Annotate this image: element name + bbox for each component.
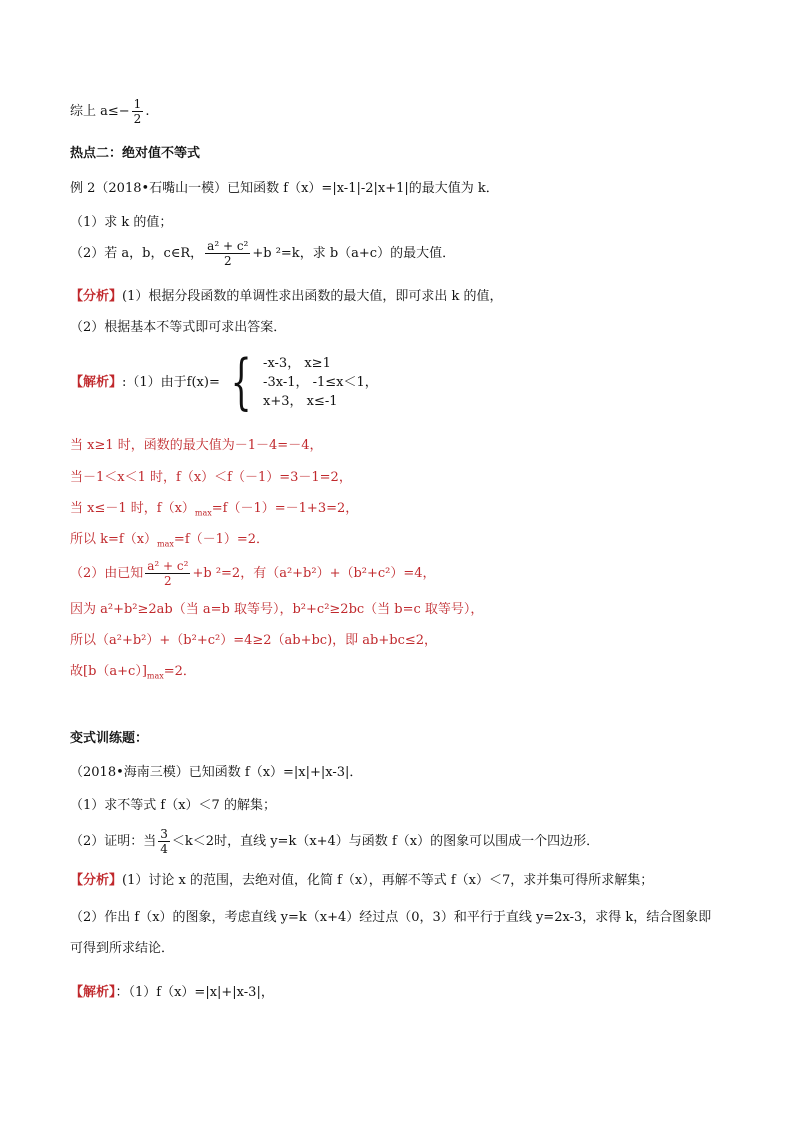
solution-label: 【解析】 — [70, 374, 123, 390]
solution-step-7: 所以（a²+b²）+（b²+c²）=4≥2（ab+bc)，即 ab+bc≤2， — [70, 633, 438, 648]
fraction: $\frac{\text{a² + c²}}{2}$ — [147, 559, 189, 588]
solution-step-8: 故$[b(a+c)]_{max}=2$． — [70, 664, 196, 681]
solution-step-6: 因为 a²+b²≥2ab（当 a=b 取等号），b²+c²≥2bc（当 b=c 取等号）， — [70, 602, 484, 617]
variant-analysis-1: 【分析】(1）讨论 x 的范围，去绝对值，化简 f（x），再解不等式 f（x）＜7，求并集可得所求解集； — [70, 873, 654, 888]
variant-solution: 【解析】：（1）f（x）=|x|+|x-3|， — [70, 985, 274, 1000]
section-heading-hotspot-2: 热点二：绝对值不等式 — [70, 146, 201, 161]
question-1: （1）求 k 的值； — [70, 215, 173, 230]
fraction: $\frac{3}{4}$ — [160, 827, 168, 856]
conclusion-line: 综上 a≤− $\frac{1}{2}$ . — [70, 97, 150, 126]
fraction: $\frac{1}{2}$ — [133, 97, 142, 126]
left-brace: { — [230, 347, 252, 417]
fraction: $\frac{\text{a² + c²}}{2}$ — [207, 239, 249, 268]
solution-label: 【解析】 — [70, 985, 116, 1000]
section-heading-variant: 变式训练题： — [70, 731, 149, 746]
example-2-statement: 例 2（2018•石嘴山一模）已知函数 f（x）=|x-1|-2|x+1|的最大值为 k． — [70, 181, 499, 196]
analysis-2: （2）根据基本不等式即可求出答案． — [70, 320, 287, 335]
piecewise-cases: -x-3， x≥1 -3x-1， -1≤x＜1， x+3， x≤-1 — [263, 355, 378, 409]
variant-question-2: （2）证明：当 $\frac{3}{4}$ ＜k＜2时，直线 y=k（x+4）与函数 f（x）的图象可以围成一个四边形． — [70, 827, 600, 856]
variant-analysis-2-cont: 可得到所求结论． — [70, 941, 175, 956]
analysis-1: 【分析】(1）根据分段函数的单调性求出函数的最大值，即可求出 k 的值， — [70, 289, 503, 304]
solution-step-3: 当 x≤－1 时，$f(x)_{max}=f(-1)=-1+3=2$， — [70, 501, 359, 518]
solution-piecewise: 【解析】 :（1）由于f(x)= { -x-3， x≥1 -3x-1， -1≤x＜1， x+3， x≤-1 — [70, 347, 378, 417]
variant-question-1: （1）求不等式 f（x）＜7 的解集； — [70, 798, 276, 813]
solution-step-2: 当－1＜x＜1 时，f（x）＜f（－1）=3－1=2， — [70, 470, 352, 485]
variant-statement: （2018•海南三模）已知函数 f（x）=|x|+|x-3|． — [70, 765, 363, 780]
solution-step-1: 当 x≥1 时，函数的最大值为－1－4=－4， — [70, 438, 323, 453]
solution-step-5: （2）由已知 $\frac{\text{a² + c²}}{2}$ +b ²=2，有（a²+b²）+（b²+c²）=4， — [70, 559, 436, 588]
conclusion-text: 综上 a≤− — [70, 104, 130, 119]
analysis-label: 【分析】 — [70, 289, 123, 304]
solution-step-4: 所以 $k=f(x)_{max}=f(-1)=2$． — [70, 532, 270, 549]
question-2: （2）若 a，b，c∈R， $\frac{\text{a² + c²}}{2}$ +b ²=k，求 b（a+c）的最大值． — [70, 239, 456, 268]
analysis-label: 【分析】 — [70, 873, 123, 888]
variant-analysis-2: （2）作出 f（x）的图象，考虑直线 y=k（x+4）经过点（0，3）和平行于直线 y=2x-3，求得 k，结合图象即 — [70, 910, 712, 925]
